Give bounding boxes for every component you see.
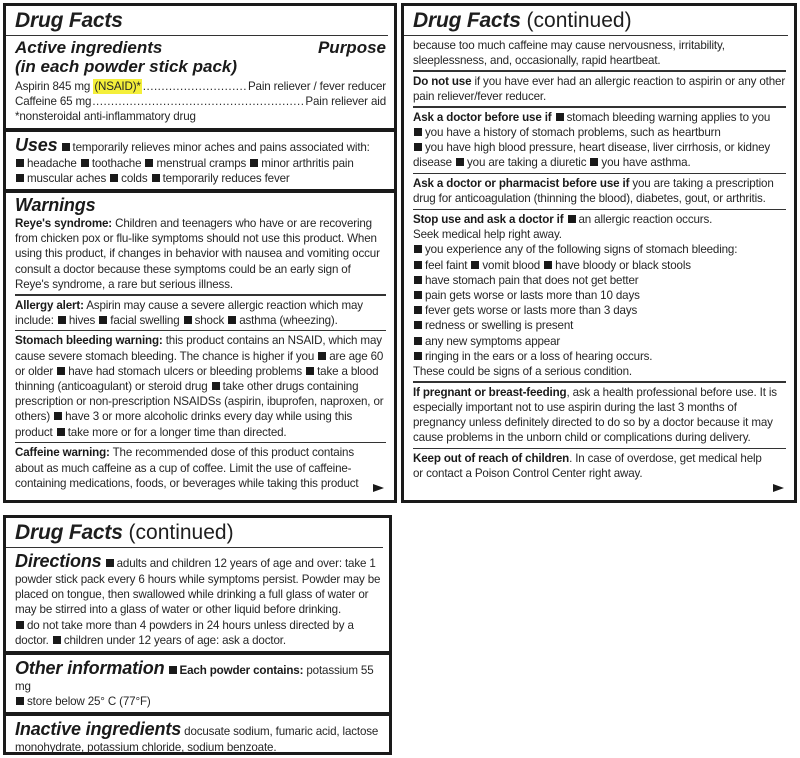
bullet-icon <box>568 215 576 223</box>
bullet-icon <box>57 367 65 375</box>
bullet-icon <box>106 559 114 567</box>
ingredient-row-aspirin: Aspirin 845 mg (NSAID)* ..... Pain reliever / fever reducer <box>15 79 386 94</box>
directions-section: Directions adults and children 12 years of age and over: take 1 powder stick pack every 6 hours while symptoms persist. Powder may be placed on tongue, then swallowed while drinking a full glass of water or may be stirred into a glass of water or other liquid before drinking. do not take more than 4 powders in 24 hours unless directed by a doctor. children under 12 years of age: ask a doctor. <box>15 551 381 647</box>
bullet-icon <box>169 666 177 674</box>
bullet-icon <box>544 261 552 269</box>
allergy-alert: Allergy alert: Aspirin may cause a severe allergic reaction which may include: hives facial swelling shock asthma (wheezing). <box>15 298 363 327</box>
bullet-icon <box>414 337 422 345</box>
bullet-icon <box>152 174 160 182</box>
bullet-icon <box>81 159 89 167</box>
subsection-divider <box>413 70 786 72</box>
bullet-icon <box>16 621 24 629</box>
bullet-icon <box>212 382 220 390</box>
ask-doctor-or-pharmacist: Ask a doctor or pharmacist before use if you are taking a prescription drug for anticoagulation (thinning the blood), diabetes, gout, or arthritis. <box>413 177 774 206</box>
bullet-icon <box>16 174 24 182</box>
directions-heading: Directions <box>15 551 102 571</box>
reyes-syndrome-warning: Reye's syndrome: Children and teenagers who have or are recovering from chicken pox or flu-like symptoms should not use this product. When using this product, if changes in behavior with nausea and vomiting occur consult a doctor because these symptoms could be an early sign of Reye's syndrome, a rare but serious illness. <box>15 217 380 291</box>
bullet-icon <box>99 316 107 324</box>
subsection-divider <box>15 442 386 444</box>
panel-title: Drug Facts (continued) <box>6 518 383 548</box>
ingredient-row-caffeine: Caffeine 65 mg ..... Pain reliever aid <box>15 94 386 109</box>
bullet-icon <box>414 306 422 314</box>
bullet-icon <box>57 428 65 436</box>
bullet-icon <box>414 321 422 329</box>
leader-dots <box>143 79 247 94</box>
bullet-icon <box>184 316 192 324</box>
active-ingredients-heading: Active ingredients (in each powder stick pack) <box>15 38 238 76</box>
subsection-divider <box>413 209 786 211</box>
purpose-heading: Purpose <box>317 38 386 57</box>
bullet-icon <box>228 316 236 324</box>
continue-arrow-icon <box>373 484 384 492</box>
bullet-icon <box>556 113 564 121</box>
panel-title: Drug Facts <box>6 6 388 36</box>
warnings-heading: Warnings <box>15 195 96 216</box>
bullet-icon <box>16 159 24 167</box>
warnings-section <box>6 193 394 491</box>
leader-dots <box>92 94 304 109</box>
subsection-divider <box>15 294 386 296</box>
subsection-divider <box>413 106 786 108</box>
pregnancy-warning: If pregnant or breast-feeding, ask a health professional before use. It is especially important not to use aspirin during the last 3 months of pregnancy unless definitely directed to do so by a doctor because it may cause problems in the unborn child or complications during delivery. <box>413 385 777 445</box>
inactive-ingredients-heading: Inactive ingredients <box>15 719 182 740</box>
nsaid-footnote: *nonsteroidal anti-inflammatory drug <box>15 110 196 124</box>
stomach-bleeding-warning: Stomach bleeding warning: this product contains an NSAID, which may cause severe stomach bleeding. The chance is higher if you are age 60 or older have had stomach ulcers or bleeding problems take a blood thinning (anticoagulant) or steroid drug take other drugs containing prescription or non-prescription NSAIDSs (aspirin, ibuprofen, naproxen, or others) have 3 or more alcoholic drinks every day while using this product take more or for a longer time than directed. <box>15 334 384 439</box>
do-not-use: Do not use if you have ever had an allergic reaction to aspirin or any other pain reliever/fever reducer. <box>413 74 786 104</box>
bullet-icon <box>16 697 24 705</box>
bullet-icon <box>318 352 326 360</box>
keep-out-of-reach: Keep out of reach of children. In case of overdose, get medical help or contact a Poison Control Center right away. <box>413 452 762 481</box>
active-ingredients-section <box>6 36 394 128</box>
bullet-icon <box>110 174 118 182</box>
other-information-heading: Other information <box>15 658 165 679</box>
drug-facts-panel-3 <box>3 515 392 755</box>
bullet-icon <box>54 412 62 420</box>
bullet-icon <box>414 291 422 299</box>
drug-facts-panel-1 <box>3 3 397 503</box>
subsection-divider <box>413 381 786 383</box>
subsection-divider <box>413 173 786 175</box>
bullet-icon <box>306 367 314 375</box>
nsaid-highlight: (NSAID)* <box>94 80 141 93</box>
bullet-icon <box>250 159 258 167</box>
bullet-icon <box>590 158 598 166</box>
inactive-ingredients-section: Inactive ingredients docusate sodium, fumaric acid, lactose monohydrate, potassium chloride, sodium benzoate. <box>15 719 379 755</box>
caffeine-warning-continued: because too much caffeine may cause nervousness, irritability, sleeplessness, and, occasionally, rapid heartbeat. <box>413 39 725 68</box>
bullet-icon <box>471 261 479 269</box>
bullet-icon <box>414 128 422 136</box>
ask-doctor-before-use: Ask a doctor before use if stomach bleeding warning applies to you you have a history of stomach problems, such as heartburn you have high blood pressure, heart disease, liver cirrhosis, or kidney disease you are taking a diuretic you have asthma. <box>413 110 771 170</box>
bullet-icon <box>414 276 422 284</box>
other-information-section: Other information Each powder contains: potassium 55 mg store below 25° C (77°F) <box>15 658 374 709</box>
stop-use: Stop use and ask a doctor if an allergic reaction occurs. Seek medical help right away. you experience any of the following signs of stomach bleeding: feel faint vomit blood have bloody or black stools have stomach pain that does not get better pain gets worse or lasts more than 10 days fever gets worse or lasts more than 3 days redness or swelling is present any new symptoms appear ringing in the ears or a loss of hearing occurs. These could be signs of a serious condition. <box>413 213 738 379</box>
bullet-icon <box>414 245 422 253</box>
panel-title: Drug Facts (continued) <box>404 6 788 36</box>
continue-arrow-icon <box>773 484 784 492</box>
subsection-divider <box>15 330 386 332</box>
uses-section: Uses temporarily relieves minor aches and pains associated with: headache toothache menstrual cramps minor arthritis pain muscular aches colds temporarily reduces fever <box>15 134 370 185</box>
subsection-divider <box>413 448 786 450</box>
bullet-icon <box>53 636 61 644</box>
drug-facts-panel-2 <box>401 3 797 503</box>
bullet-icon <box>414 143 422 151</box>
bullet-icon <box>145 159 153 167</box>
bullet-icon <box>414 261 422 269</box>
bullet-icon <box>62 143 70 151</box>
bullet-icon <box>456 158 464 166</box>
bullet-icon <box>58 316 66 324</box>
uses-heading: Uses <box>15 134 58 155</box>
bullet-icon <box>414 352 422 360</box>
caffeine-warning: Caffeine warning: The recommended dose of this product contains about as much caffeine as a cup of coffee. Limit the use of caffeine-containing medications, foods, or beverages while taking this product <box>15 446 359 490</box>
